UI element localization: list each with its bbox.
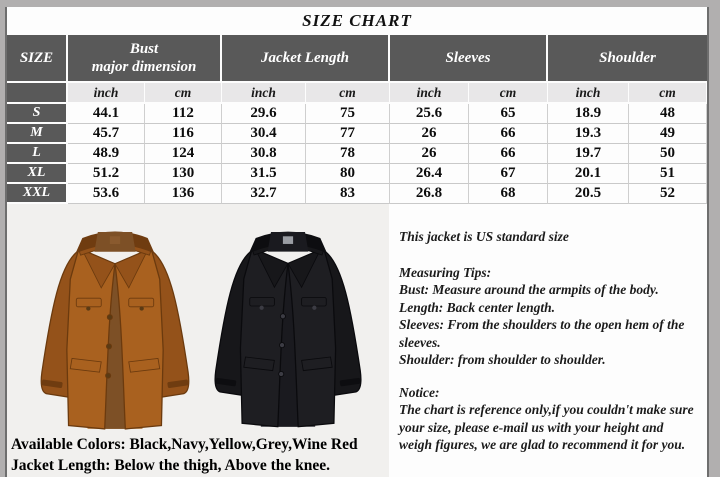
unit-header-cm: cm	[469, 83, 548, 104]
table-cell: 124	[145, 144, 222, 164]
table-cell: 25.6	[390, 104, 469, 124]
table-cell: 45.7	[68, 124, 145, 144]
notice-text: The chart is reference only,if you couldn't make sure your size, please e-mail us with your height and weigh figures, we are glad to recommend it for you.	[399, 402, 694, 452]
table-cell: 75	[306, 104, 390, 124]
column-header-bust-line1: Bust	[129, 41, 159, 57]
table-cell: 136	[145, 184, 222, 204]
table-cell: 26	[390, 144, 469, 164]
unit-header-inch: inch	[68, 83, 145, 104]
table-cell: 77	[306, 124, 390, 144]
table-cell: 48	[629, 104, 707, 124]
table-cell: 78	[306, 144, 390, 164]
jacket-shape-use	[41, 232, 189, 429]
table-cell: 53.6	[68, 184, 145, 204]
measuring-tips-title: Measuring Tips:	[399, 264, 492, 280]
table-cell: 130	[145, 164, 222, 184]
table-cell: 112	[145, 104, 222, 124]
table-cell: 80	[306, 164, 390, 184]
table-cell: 65	[469, 104, 548, 124]
column-header-jacket-length: Jacket Length	[222, 35, 390, 83]
table-cell: 19.7	[548, 144, 629, 164]
column-header-bust	[68, 35, 222, 83]
column-header-shoulder: Shoulder	[548, 35, 707, 83]
size-label-xxl: XXL	[7, 184, 68, 204]
table-cell: 30.4	[222, 124, 306, 144]
table-cell: 20.5	[548, 184, 629, 204]
table-cell: 44.1	[68, 104, 145, 124]
page-title: SIZE CHART	[302, 11, 412, 30]
size-label-m: M	[7, 124, 68, 144]
table-cell: 67	[469, 164, 548, 184]
table-cell: 116	[145, 124, 222, 144]
jacket-shape-use	[215, 232, 361, 427]
tip-shoulder: Shoulder: from shoulder to shoulder.	[399, 352, 606, 367]
table-cell: 51.2	[68, 164, 145, 184]
tip-sleeves: Sleeves: From the shoulders to the open hem of the sleeves.	[399, 317, 685, 350]
unit-header-inch: inch	[222, 83, 306, 104]
table-cell: 20.1	[548, 164, 629, 184]
unit-header-inch: inch	[390, 83, 469, 104]
available-colors-text: Available Colors: Black,Navy,Yellow,Grey,Wine Red	[11, 436, 358, 453]
column-header-sleeves: Sleeves	[390, 35, 548, 83]
unit-header-cm: cm	[306, 83, 390, 104]
table-cell: 29.6	[222, 104, 306, 124]
jacket-length-text: Jacket Length: Below the thigh, Above the knee.	[11, 457, 331, 474]
table-cell: 18.9	[548, 104, 629, 124]
table-cell: 32.7	[222, 184, 306, 204]
table-cell: 83	[306, 184, 390, 204]
table-cell: 68	[469, 184, 548, 204]
table-cell: 26.4	[390, 164, 469, 184]
jacket-image-camel	[29, 210, 201, 438]
table-cell: 66	[469, 124, 548, 144]
unit-header-cm: cm	[145, 83, 222, 104]
table-cell: 31.5	[222, 164, 306, 184]
column-header-bust-line2: major dimension	[91, 59, 197, 75]
table-cell: 50	[629, 144, 707, 164]
size-chart-sheet	[5, 7, 709, 477]
column-header-size: SIZE	[7, 35, 68, 83]
footer-notes	[11, 434, 358, 476]
product-photos	[7, 204, 389, 477]
table-cell: 26	[390, 124, 469, 144]
table-cell: 48.9	[68, 144, 145, 164]
size-label-s: S	[7, 104, 68, 124]
table-cell: 26.8	[390, 184, 469, 204]
table-cell: 30.8	[222, 144, 306, 164]
tip-length: Length: Back center length.	[399, 299, 555, 315]
tip-bust: Bust: Measure around the armpits of the body.	[399, 282, 659, 297]
unit-header-corner	[7, 83, 68, 104]
table-cell: 49	[629, 124, 707, 144]
table-cell: 51	[629, 164, 707, 184]
size-label-xl: XL	[7, 164, 68, 184]
unit-header-cm: cm	[629, 83, 707, 104]
table-cell: 66	[469, 144, 548, 164]
unit-header-inch: inch	[548, 83, 629, 104]
standard-size-note: This jacket is US standard size	[399, 229, 569, 244]
size-label-l: L	[7, 144, 68, 164]
table-cell: 19.3	[548, 124, 629, 144]
jacket-image-black	[203, 206, 373, 440]
size-table	[7, 35, 707, 204]
table-cell: 52	[629, 184, 707, 204]
info-panel	[389, 204, 707, 477]
notice-title: Notice:	[399, 384, 440, 400]
